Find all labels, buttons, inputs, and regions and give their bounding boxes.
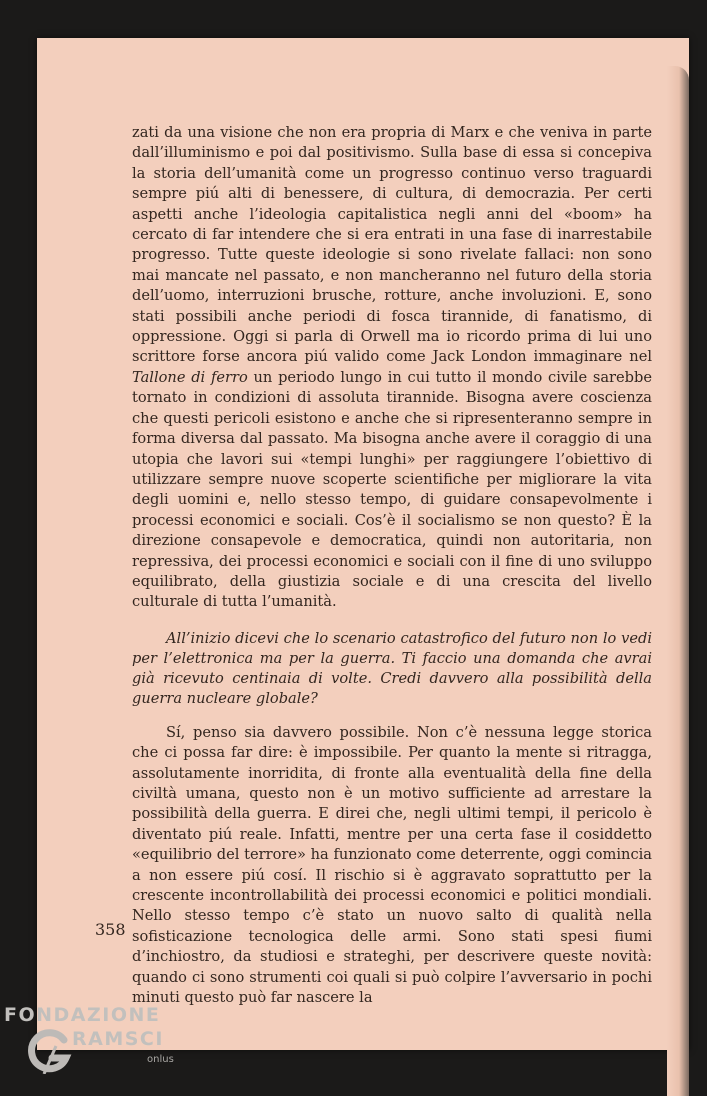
watermark-line-2: RAMSCI	[72, 1028, 164, 1050]
page-text	[132, 123, 652, 1008]
paragraph-answer-2: Sí, penso sia davvero possibile. Non c’è nessuna legge storica che ci possa far dire: è impossibile. Per quanto la mente si ritragga, assolutamente inorridita, di fronte alla eventualità della fine della civiltà umana, questo non è un motivo sufficiente ad arrestare la possibilità della guerra. E direi che, negli ultimi tempi, il pericolo è diventato piú reale. Infatti, mentre per una certa fase il cosiddetto «equilibrio del terrore» ha funzionato come deterrente, oggi comincia a non essere piú cosí. Il rischio si è aggravato soprattutto per la crescente incontrollabilità dei processi economici e politici mondiali. Nello stesso tempo c’è stato un nuovo salto di qualità nella sofisticazione tecnologica delle armi. Sono stati spesi fiumi d’inchiostro, da studiosi e strateghi, per descrivere queste novità: quando ci sono strumenti coi quali si può colpire l’avversario in pochi minuti questo può far nascere la	[132, 723, 652, 1007]
page-edge	[667, 66, 689, 1096]
gramsci-logo-icon	[26, 1026, 74, 1074]
book-page	[37, 38, 689, 1050]
watermark-line-1: FONDAZIONE	[4, 1004, 161, 1026]
watermark-onlus: onlus	[147, 1054, 174, 1065]
page-number: 358	[95, 920, 126, 939]
book-title: Tallone di ferro	[132, 368, 248, 386]
paragraph-answer-1: zati da una visione che non era propria di Marx e che veniva in parte dall’illuminismo e poi dal positivismo. Sulla base di essa si concepiva la storia dell’umanità come un progresso continuo verso traguardi sempre piú alti di benessere, di cultura, di democrazia. Per certi aspetti anche l’ideologia capitalistica negli anni del «boom» ha cercato di far intendere che si era entrati in una fase di inarrestabile progresso. Tutte queste ideologie si sono rivelate fallaci: non sono mai mancate nel passato, e non mancheranno nel futuro della storia dell’uomo, interruzioni brusche, rotture, anche involuzioni. E, sono stati possibili anche periodi di fosca tirannide, di fanatismo, di oppressione. Oggi si parla di Orwell ma io ricordo prima di lui uno scrittore forse ancora piú valido come Jack London immaginare nel Tallone di ferro un periodo lungo in cui tutto il mondo civile sarebbe tornato in condizioni di assoluta tirannide. Bisogna avere coscienza che questi pericoli esistono e anche che si ripresenteranno sempre in forma diversa dal passato. Ma bisogna anche avere il coraggio di una utopia che lavori sui «tempi lunghi» per raggiungere l’obiettivo di utilizzare sempre nuove scoperte scientifiche per migliorare la vita degli uomini e, nello stesso tempo, di guidare consapevolmente i processi economici e sociali. Cos’è il socialismo se non questo? È la direzione consapevole e democratica, quindi non autoritaria, non repressiva, dei processi economici e sociali con il fine di uno sviluppo equilibrato, della giustizia sociale e di una crescita del livello culturale di tutta l’umanità.	[132, 124, 652, 611]
interview-question: All’inizio dicevi che lo scenario catastrofico del futuro non lo vedi per l’elettronica ma per la guerra. Ti faccio una domanda che avrai già ricevuto centinaia di volte. Credi davvero alla possibilità della guerra nucleare globale?	[132, 629, 652, 707]
fondazione-gramsci-watermark	[2, 1000, 202, 1078]
